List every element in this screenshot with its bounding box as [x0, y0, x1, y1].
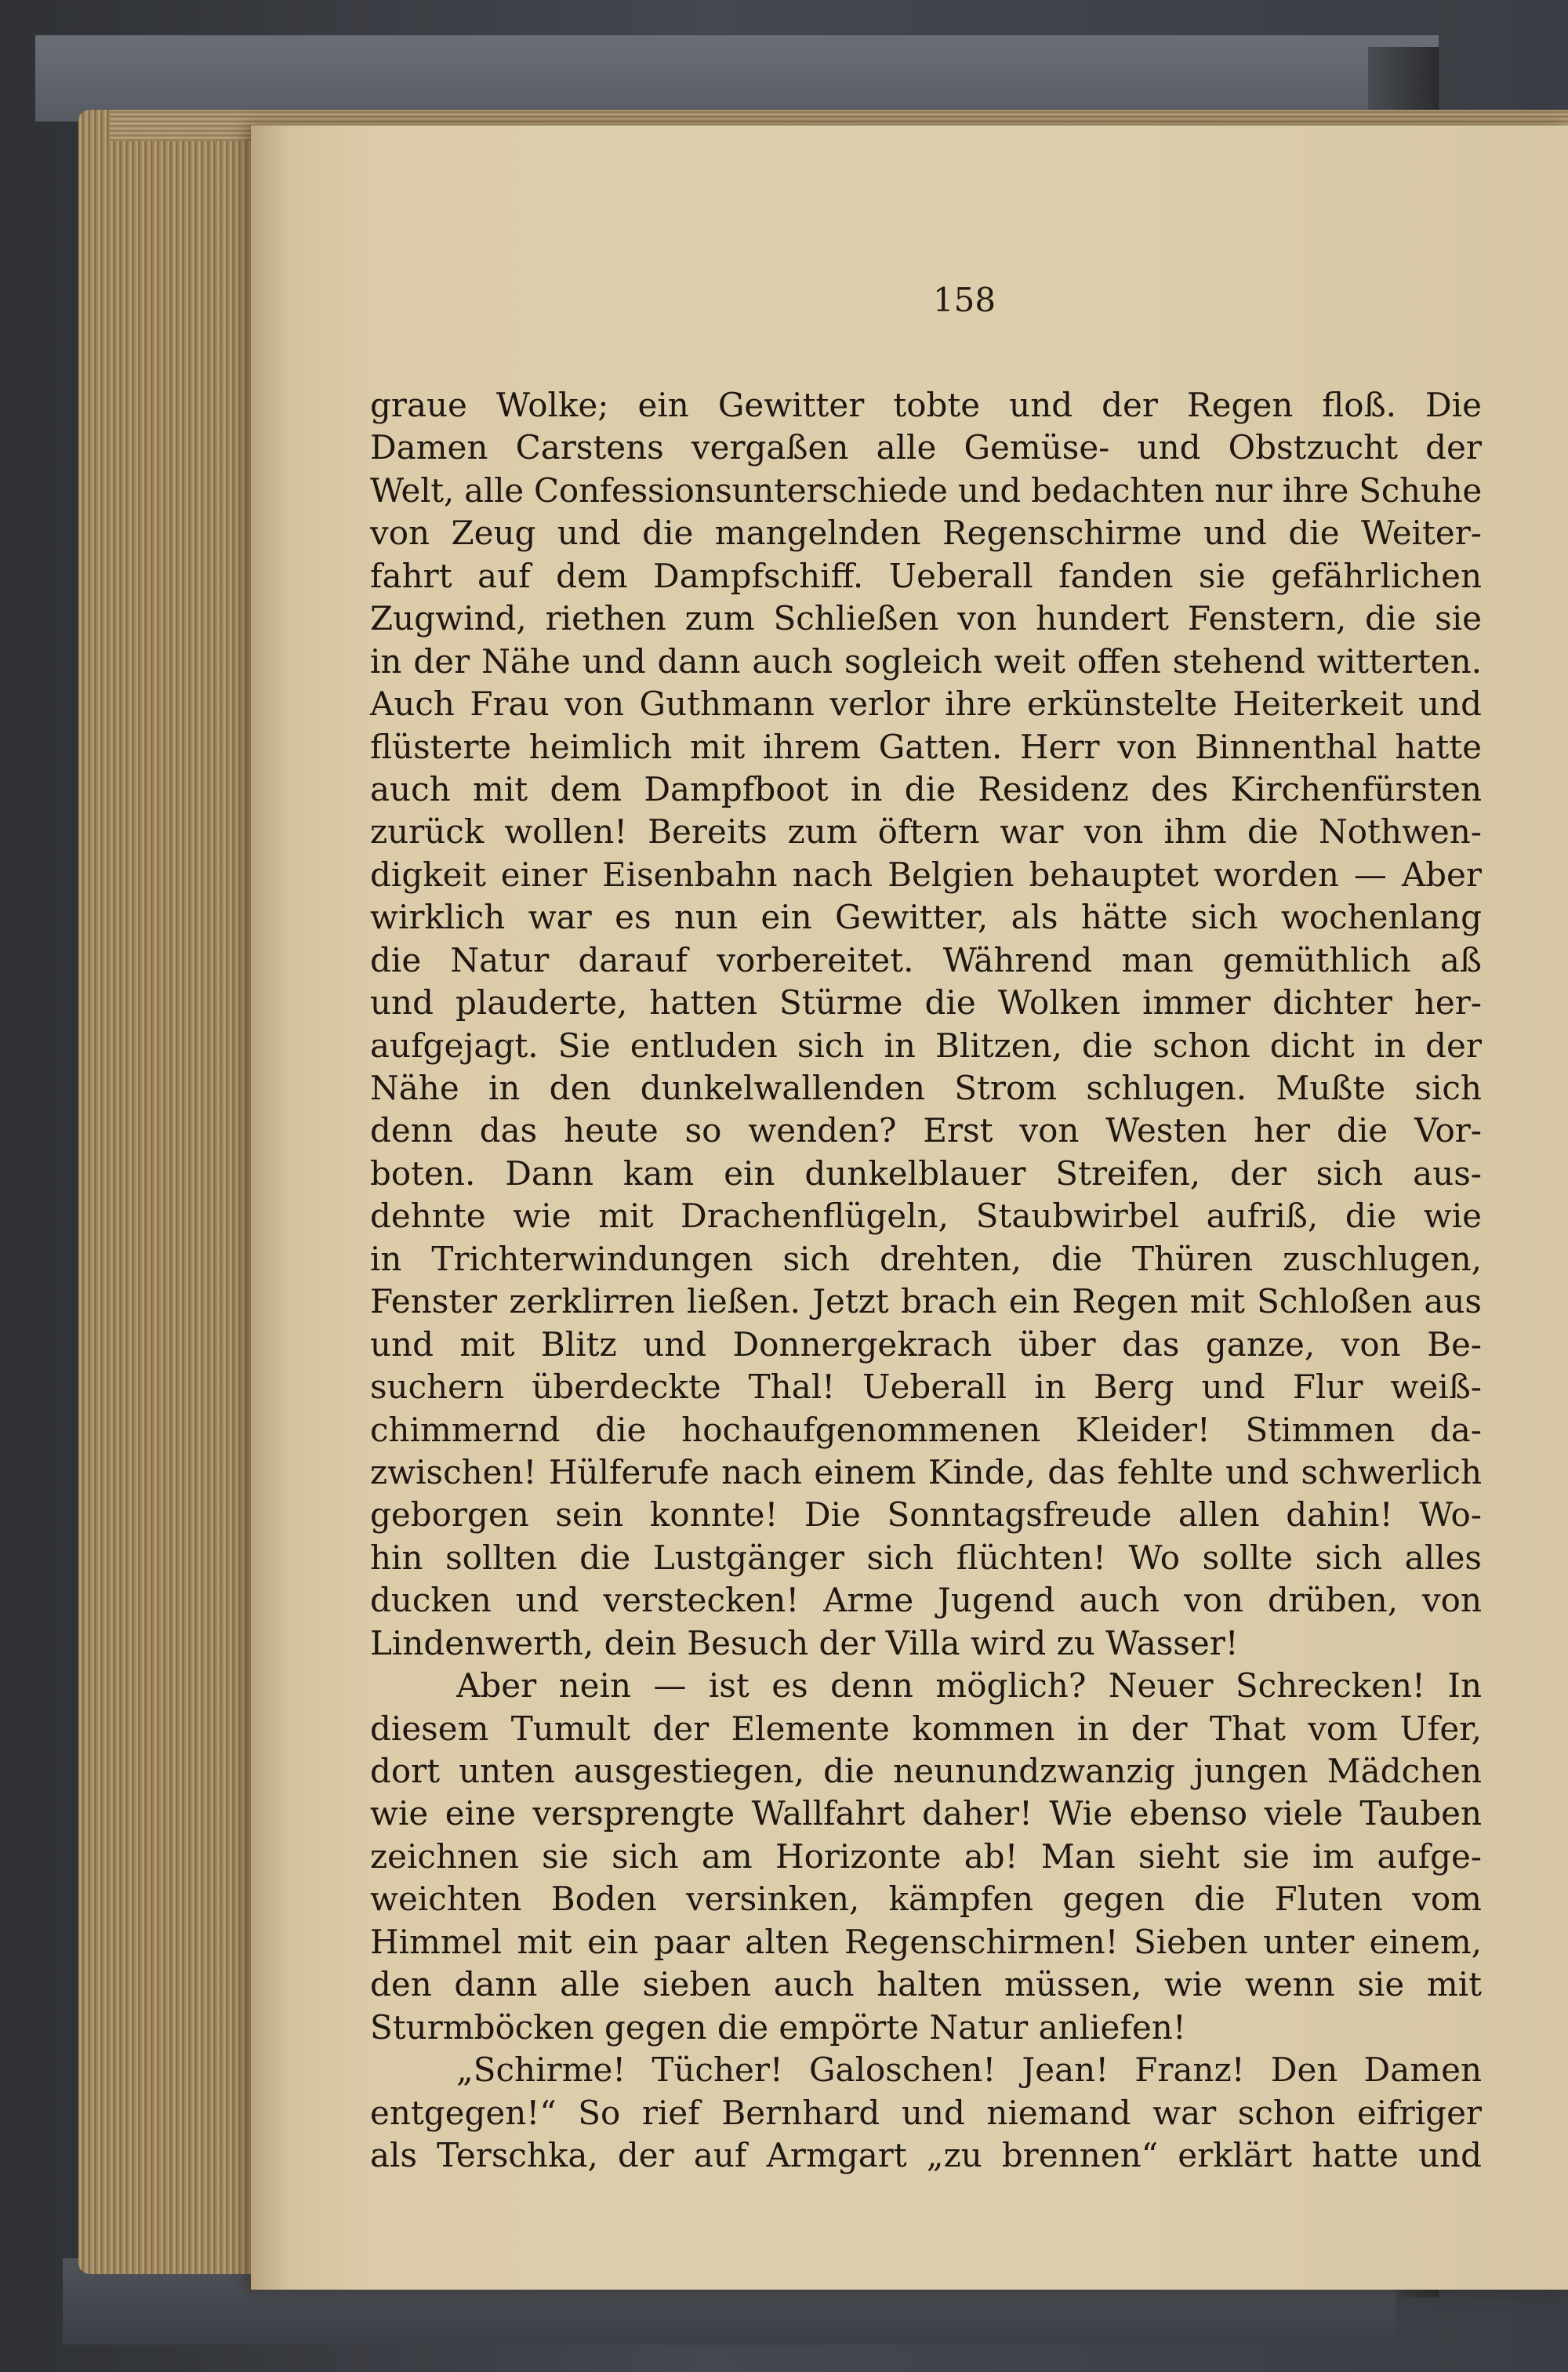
text-line: zwischen! Hülferufe nach einem Kinde, das fehlte und schwerlich — [370, 1452, 1482, 1491]
text-line: Auch Frau von Guthmann verlor ihre erkünstelte Heiterkeit und — [370, 685, 1482, 724]
text-line: Himmel mit ein paar alten Regenschirmen! Sieben unter einem, — [370, 1922, 1482, 1961]
text-line: in der Nähe und dann auch sogleich weit offen stehend witterten. — [370, 641, 1482, 681]
text-line: aufgejagt. Sie entluden sich in Blitzen, die schon dicht in der — [370, 1026, 1482, 1065]
text-line: geborgen sein konnte! Die Sonntagsfreude allen dahin! Wo- — [370, 1495, 1482, 1535]
text-line: Welt, alle Confessionsunterschiede und bedachten nur ihre Schuhe — [370, 470, 1482, 510]
text-line: diesem Tumult der Elemente kommen in der That vom Ufer, — [370, 1709, 1482, 1748]
text-line: und plauderte, hatten Stürme die Wolken immer dichter her- — [370, 983, 1482, 1023]
text-line: fahrt auf dem Dampfschiff. Ueberall fanden sie gefährlichen — [370, 556, 1482, 595]
text-line: denn das heute so wenden? Erst von Westen her die Vor- — [370, 1111, 1482, 1150]
text-line: und mit Blitz und Donnergekrach über das ganze, von Be- — [370, 1324, 1482, 1364]
text-line: zeichnen sie sich am Horizonte ab! Man sieht sie im aufge- — [370, 1836, 1482, 1876]
text-line: als Terschka, der auf Armgart „zu brennen“ erklärt hatte und — [370, 2135, 1482, 2174]
page-number: 158 — [932, 281, 996, 319]
book-cover-top-edge — [35, 35, 1439, 122]
text-line: graue Wolke; ein Gewitter tobte und der Regen floß. Die — [370, 386, 1482, 424]
text-line: suchern überdeckte Thal! Ueberall in Berg und Flur weiß- — [370, 1368, 1482, 1407]
text-line: wie eine versprengte Wallfahrt daher! Wie ebenso viele Tauben — [370, 1794, 1482, 1833]
text-line: die Natur darauf vorbereitet. Während man gemüthlich aß — [370, 940, 1482, 979]
text-line: Fenster zerklirren ließen. Jetzt brach ein Regen mit Schloßen aus — [370, 1282, 1482, 1321]
text-line: Zugwind, riethen zum Schließen von hundert Fenstern, die sie — [370, 599, 1482, 638]
text-line: chimmernd die hochaufgenommenen Kleider! Stimmen da- — [370, 1410, 1482, 1449]
text-line: ducken und verstecken! Arme Jugend auch von drüben, von — [370, 1581, 1482, 1620]
text-line: Damen Carstens vergaßen alle Gemüse- und Obstzucht der — [370, 428, 1482, 467]
text-line: Nähe in den dunkelwallenden Strom schlugen. Mußte sich — [370, 1069, 1482, 1107]
text-line: Aber nein — ist es denn möglich? Neuer Schrecken! In — [456, 1666, 1482, 1705]
text-line: zurück wollen! Bereits zum öftern war von ihm die Nothwen- — [370, 812, 1482, 852]
text-line: von Zeug und die mangelnden Regenschirme und die Weiter- — [370, 514, 1482, 553]
text-line: in Trichterwindungen sich drehten, die Thüren zuschlugen, — [370, 1239, 1482, 1278]
text-line: dehnte wie mit Drachenflügeln, Staubwirbel aufriß, die wie — [370, 1197, 1482, 1236]
text-line: wirklich war es nun ein Gewitter, als hätte sich wochenlang — [370, 898, 1482, 937]
text-line: entgegen!“ So rief Bernhard und niemand war schon eifriger — [370, 2093, 1482, 2132]
text-line: Sturmböcken gegen die empörte Natur anliefen! — [370, 2007, 1186, 2047]
page-stack-edges — [78, 110, 274, 2274]
text-line: Lindenwerth, dein Besuch der Villa wird zu Wasser! — [370, 1623, 1239, 1662]
text-line: digkeit einer Eisenbahn nach Belgien behauptet worden — Aber — [370, 855, 1482, 894]
body-text — [370, 384, 1482, 2177]
text-line: auch mit dem Dampfboot in die Residenz des Kirchenfürsten — [370, 769, 1482, 808]
text-line: dort unten ausgestiegen, die neunundzwanzig jungen Mädchen — [370, 1752, 1482, 1790]
text-line: boten. Dann kam ein dunkelblauer Streifen, der sich aus- — [370, 1153, 1482, 1193]
text-line: weichten Boden versinken, kämpfen gegen die Fluten vom — [370, 1880, 1482, 1919]
text-line: den dann alle sieben auch halten müssen, wie wenn sie mit — [370, 1965, 1482, 2004]
text-line: „Schirme! Tücher! Galoschen! Jean! Franz! Den Damen — [456, 2051, 1482, 2090]
text-line: hin sollten die Lustgänger sich flüchten! Wo sollte sich alles — [370, 1538, 1482, 1577]
text-line: flüsterte heimlich mit ihrem Gatten. Herr von Binnenthal hatte — [370, 727, 1482, 766]
